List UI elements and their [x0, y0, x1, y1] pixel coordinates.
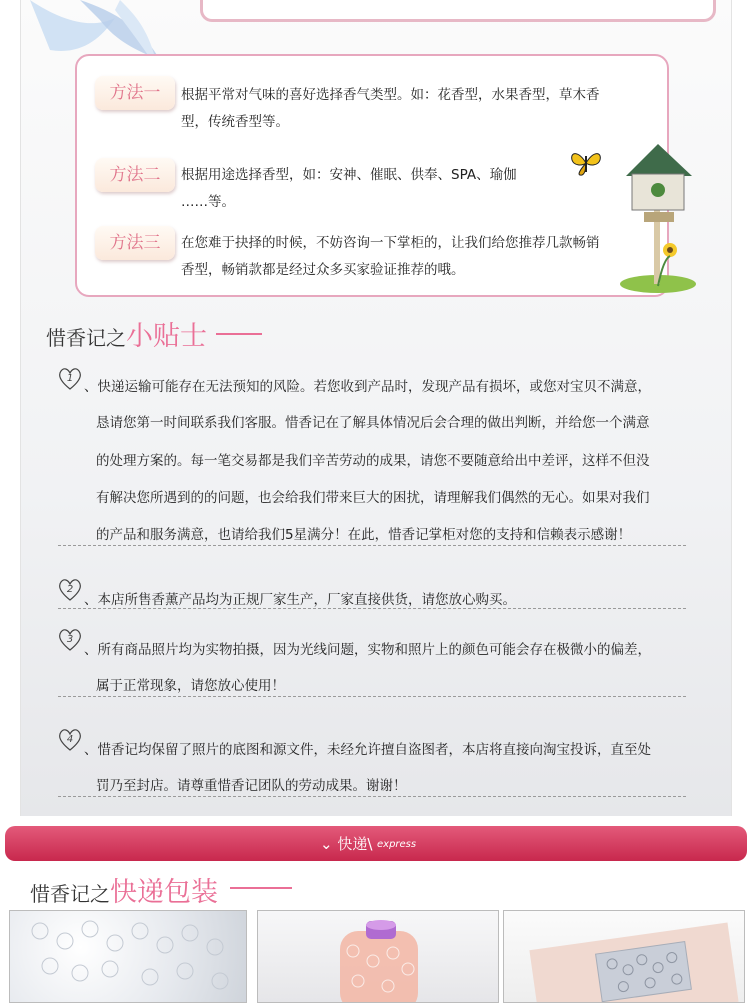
heart-number-3-icon	[56, 625, 84, 653]
method-tag-1: 方法一	[95, 76, 175, 110]
tip-1-line-1: 、快递运输可能存在无法预知的风险。若您收到产品时，发现产品有损坏，或您对宝贝不满意，	[84, 379, 651, 395]
butterfly-icon	[568, 148, 604, 178]
heart-number-4-icon	[56, 725, 84, 753]
method-3-line-1: 在您难于抉择的时候，不妨咨询一下掌柜的，让我们给您推荐几款畅销	[181, 235, 600, 251]
heart-number-2-icon	[56, 575, 84, 603]
tip-2-divider	[58, 608, 686, 609]
tip-3-line-2: 属于正常现象，请您放心使用！	[96, 678, 285, 694]
tips-heading-highlight: 小贴士	[126, 321, 207, 352]
birdhouse-illustration	[618, 136, 698, 296]
packaging-heading-rule	[230, 887, 292, 889]
express-section-bar	[5, 826, 747, 861]
tips-heading-rule	[216, 333, 262, 335]
packaging-heading-highlight: 快递包装	[110, 877, 218, 908]
tip-2-line-1: 、本店所售香薰产品均为正规厂家生产，厂家直接供货，请您放心购买。	[84, 592, 516, 608]
tip-1-line-2: 恳请您第一时间联系我们客服。惜香记在了解具体情况后会合理的做出判断，并给您一个满意	[96, 415, 650, 431]
tip-1-number: 1	[66, 373, 74, 384]
method-3-line-2: 香型，畅销款都是经过众多买家验证推荐的哦。	[181, 262, 465, 278]
express-bar-label-text: 快递	[337, 835, 368, 853]
tip-3-line-1: 、所有商品照片均为实物拍摄，因为光线问题，实物和照片上的颜色可能会存在极微小的偏差，	[84, 642, 651, 658]
method-1-line-2: 型，传统香型等。	[181, 114, 289, 130]
bubble-wrap-photo	[9, 910, 247, 1003]
tip-4-number: 4	[66, 734, 74, 745]
wrapped-bottle-photo	[257, 910, 499, 1003]
express-bar-label: ⌄ 快递\	[320, 835, 373, 853]
method-2-line-1: 根据用途选择香型，如：安神、催眠、供奉、SPA、瑜伽	[181, 167, 517, 183]
tip-1-line-4: 有解决您所遇到的的问题，也会给我们带来巨大的困扰，请理解我们偶然的无心。如果对我们	[96, 490, 650, 506]
method-2-line-2: ……等。	[181, 194, 235, 210]
tip-2-number: 2	[66, 584, 74, 595]
wrapped-bottle-illustration	[258, 911, 499, 1003]
tip-1-line-3: 的处理方案的。每一笔交易都是我们辛苦劳动的成果，请您不要随意给出中差评，这样不但没	[96, 453, 650, 469]
tip-3-divider	[58, 696, 686, 697]
method-text-1	[181, 82, 600, 136]
intro-box	[200, 0, 716, 22]
method-tag-2: 方法二	[95, 158, 175, 192]
bubble-wrap-texture	[10, 911, 247, 1003]
tip-4-line-2: 罚乃至封店。请尊重惜香记团队的劳动成果。谢谢！	[96, 778, 407, 794]
tip-4-line-1: 、惜香记均保留了照片的底图和源文件，未经允许擅自盗图者，本店将直接向淘宝投诉，直至处	[84, 742, 651, 758]
method-1-line-1: 根据平常对气味的喜好选择香气类型。如：花香型，水果香型，草木香	[181, 87, 600, 103]
tip-1-divider	[58, 545, 686, 546]
bubble-box-illustration	[504, 911, 745, 1003]
bubble-box-photo	[503, 910, 745, 1003]
method-text-3	[181, 230, 600, 284]
tip-1-line-5: 的产品和服务满意，也请给我们5星满分！在此，惜香记掌柜对您的支持和信赖表示感谢！	[96, 527, 632, 543]
method-text-2	[181, 162, 517, 216]
tips-heading-prefix: 惜香记之	[46, 326, 126, 350]
tip-3-number: 3	[66, 634, 74, 645]
method-tag-3: 方法三	[95, 226, 175, 260]
tips-heading	[46, 314, 207, 353]
tip-4-divider	[58, 796, 686, 797]
heart-number-1-icon	[56, 364, 84, 392]
packaging-heading-prefix: 惜香记之	[30, 882, 110, 906]
express-bar-sub: express	[377, 839, 417, 850]
packaging-heading	[30, 870, 218, 909]
